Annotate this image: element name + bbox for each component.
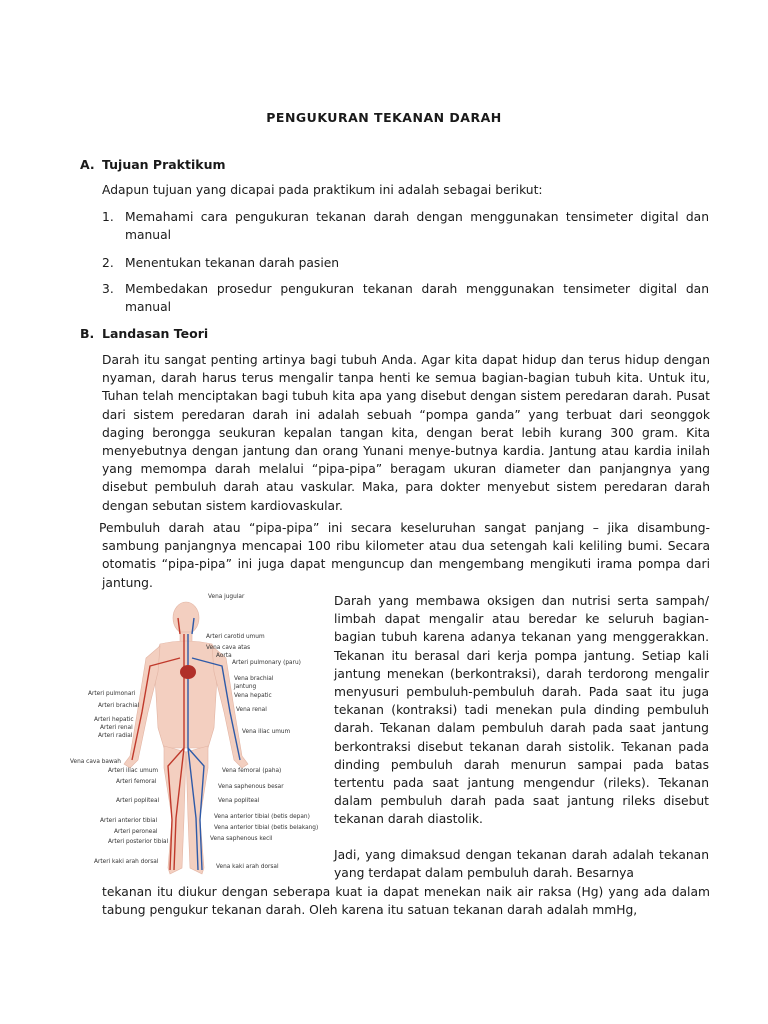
figure-label: Vena jugular — [208, 594, 245, 600]
figure-label: Arteri femoral — [116, 779, 157, 785]
figure-label: Vena femoral (paha) — [222, 768, 282, 774]
figure-label: Arteri kaki arah dorsal — [94, 859, 159, 865]
paragraph-4-start: Jadi, yang dimaksud dengan tekanan darah adalah tekanan yang terdapat dalam pembuluh darah. Besarnya — [334, 848, 709, 881]
section-a-intro: Adapun tujuan yang dicapai pada praktikum ini adalah sebagai berikut: — [102, 183, 543, 197]
section-b-title: Landasan Teori — [102, 326, 209, 341]
paragraph-2: Pembuluh darah atau “pipa-pipa” ini secara keseluruhan sangat panjang – jika disambung-sambung panjangnya mencapai 100 ribu kilometer atau dua setengah kali keliling bumi. Secara otomatis “pipa-pipa” ini juga dapat menguncup dan mengembang mengikuti irama pompa dari jantung. — [99, 521, 710, 590]
list-item-text: Menentukan tekanan darah pasien — [125, 256, 340, 270]
list-item-text: Memahami cara pengukuran tekanan darah dengan menggunakan tensimeter digital dan manual — [125, 210, 709, 243]
figure-label: Vena kaki arah dorsal — [216, 864, 279, 870]
section-a-title: Tujuan Praktikum — [102, 157, 226, 172]
figure-label: Vena hepatic — [234, 693, 272, 699]
figure-label: Vena popliteal — [218, 798, 260, 804]
figure-label: Arteri anterior tibial — [100, 818, 158, 824]
list-item-number: 2. — [102, 256, 114, 270]
figure-label: Arteri radial — [98, 733, 133, 739]
figure-label: Vena cava bawah — [70, 759, 121, 765]
heart-shape — [180, 665, 196, 679]
paragraph-1: Darah itu sangat penting artinya bagi tubuh Anda. Agar kita dapat hidup dan terus hidup dengan nyaman, darah harus terus mengalir tanpa henti ke semua bagian-bagian tubuh kita. Untuk itu, Tuhan telah menciptakan bagi tubuh kita apa yang disebut dengan sistem peredaran darah. Pusat dari sistem peredaran darah ini adalah sebuah “pompa ganda” yang terbuat dari seonggok daging berongga seukuran kepalan tangan kita, dengan berat lebih kurang 300 gram. Kita menyebutnya dengan jantung dan orang Yunani menye-butnya kardia. Jantung atau kardia inilah yang memompa darah melalui “pipa-pipa” beragam ukuran diameter dan panjangnya yang disebut pembuluh darah atau vaskular. Maka, para dokter menyebut sistem peredaran darah dengan sebutan sistem kardiovaskular. — [102, 353, 710, 513]
figure-label: Arteri posterior tibial — [108, 839, 169, 845]
list-item-number: 1. — [102, 210, 114, 224]
figure-label: Arteri pulmonary (paru) — [232, 660, 301, 666]
figure-label: Arteri pulmonari — [88, 691, 136, 697]
list-item-text: Membedakan prosedur pengukuran tekanan darah menggunakan tensimeter digital dan manual — [125, 282, 709, 315]
figure-label: Arteri peroneal — [114, 829, 158, 835]
figure-label: Vena iliac umum — [242, 729, 291, 735]
section-a-heading — [80, 157, 226, 172]
figure-label: Vena anterior tibial (betis belakang) — [214, 825, 319, 831]
figure-label: Jantung — [234, 684, 257, 690]
figure-label: Vena saphenous kecil — [210, 836, 273, 842]
section-b-heading — [80, 326, 208, 341]
list-item — [102, 254, 709, 272]
section-b-letter: B. — [80, 326, 95, 341]
figure-label: Arteri brachial — [98, 703, 140, 709]
list-item-number: 3. — [102, 282, 114, 296]
figure-label: Arteri renal — [100, 725, 133, 731]
figure-label: Vena anterior tibial (betis depan) — [214, 814, 310, 820]
figure-label: Arteri popliteal — [116, 798, 160, 804]
figure-label: Vena renal — [236, 707, 267, 713]
figure-label: Aorta — [216, 653, 232, 659]
list-item — [102, 280, 709, 316]
figure-label: Arteri iliac umum — [108, 768, 159, 774]
page-title: PENGUKURAN TEKANAN DARAH — [266, 110, 502, 125]
section-a-letter: A. — [80, 157, 95, 172]
paragraph-4-end: tekanan itu diukur dengan seberapa kuat ia dapat menekan naik air raksa (Hg) yang ada dalam tabung pengukur tekanan darah. Oleh karena itu satuan tekanan darah adalah mmHg, — [102, 885, 710, 918]
figure-label: Vena brachial — [234, 676, 274, 682]
figure-label: Vena saphenous besar — [218, 784, 284, 790]
figure-label: Arteri carotid umum — [206, 634, 265, 640]
figure-label: Arteri hepatic — [94, 717, 134, 723]
paragraph-3: Darah yang membawa oksigen dan nutrisi serta sampah/ limbah dapat mengalir atau beredar ke seluruh bagian-bagian tubuh karena adanya tekanan yang menggerakkan. Tekanan itu berasal dari kerja pompa jantung. Setiap kali jantung menekan (berkontraksi), darah terdorong mengalir menyusuri pembuluh-pembuluh darah. Pada saat itu juga tekanan (kontraksi) tadi menekan pula dinding pembuluh darah. Tekanan dalam pembuluh darah pada saat jantung berkontraksi disebut tekanan darah sistolik. Tekanan pada dinding pembuluh darah menurun sampai pada batas tertentu pada saat jantung mengendur (rileks). Tekanan dalam pembuluh darah pada saat jantung rileks disebut tekanan darah diastolik. — [334, 594, 709, 827]
figure-label: Vena cava atas — [206, 645, 251, 651]
circulatory-system-figure — [68, 588, 326, 888]
list-item — [102, 208, 709, 244]
